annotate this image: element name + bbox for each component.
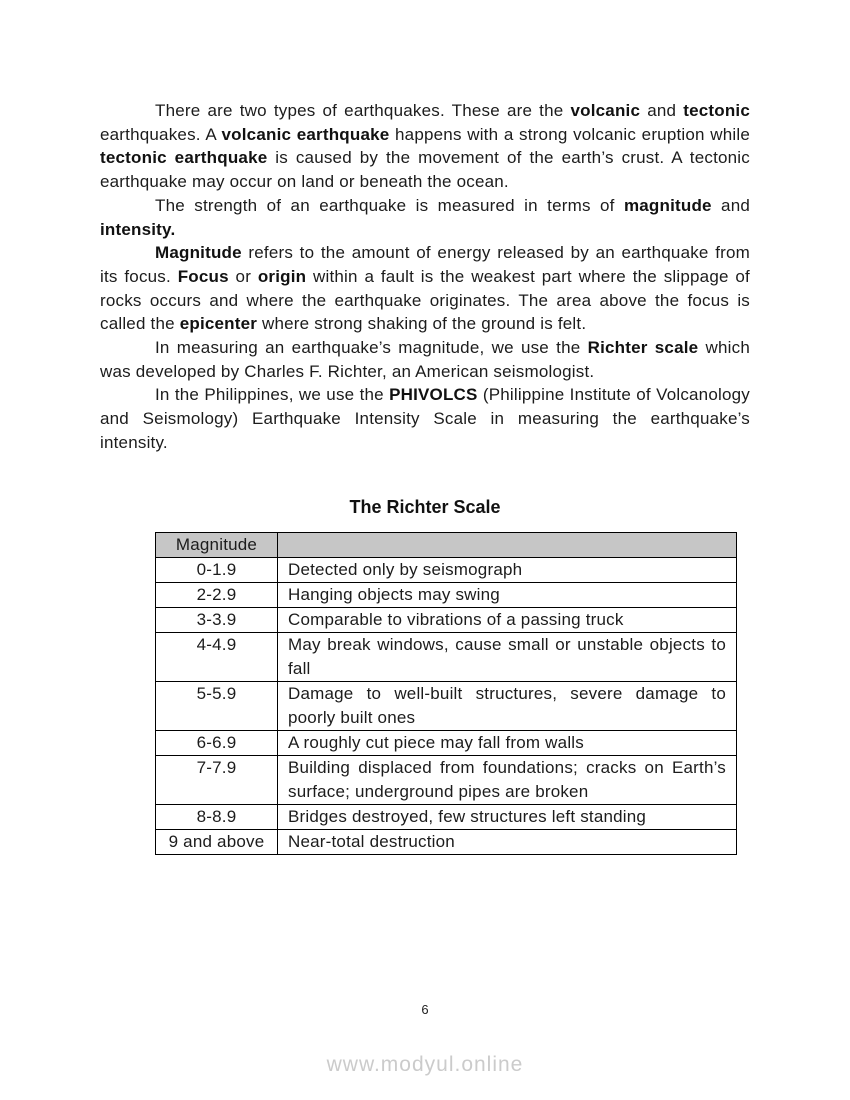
table-title: The Richter Scale — [349, 496, 501, 517]
magnitude-cell: 2-2.9 — [156, 582, 278, 607]
text-run: is caused by the movement of the earth’s crust. A tectonic earthquake may occur on land or beneath the ocean. — [100, 148, 750, 192]
description-cell: Bridges destroyed, few structures left standing — [278, 804, 737, 829]
magnitude-cell: 9 and above — [156, 829, 278, 854]
bold-text-run: volcanic — [570, 101, 641, 120]
richter-table-body — [156, 557, 737, 854]
magnitude-cell: 7-7.9 — [156, 755, 278, 804]
description-cell: Near-total destruction — [278, 829, 737, 854]
description-column-header — [278, 532, 737, 557]
text-run: earthquakes. A — [100, 124, 222, 144]
table-row — [156, 804, 737, 829]
bold-text-run: tectonic earthquake — [100, 148, 268, 168]
magnitude-cell: 3-3.9 — [156, 607, 278, 632]
bold-text-run: origin — [257, 266, 307, 286]
table-row — [156, 582, 737, 607]
bold-text-run: magnitude — [623, 195, 712, 215]
description-cell: Building displaced from foundations; cracks on Earth’s surface; underground pipes are broken — [278, 755, 737, 804]
bold-text-run: intensity. — [100, 219, 176, 239]
table-row — [156, 829, 737, 854]
magnitude-cell: 8-8.9 — [156, 804, 278, 829]
table-row — [156, 755, 737, 804]
text-run: where strong shaking of the ground is felt. — [257, 314, 587, 334]
description-cell: May break windows, cause small or unstable objects to fall — [278, 632, 737, 681]
body-paragraph — [100, 241, 750, 336]
bold-text-run: epicenter — [179, 314, 258, 334]
table-row — [156, 632, 737, 681]
body-paragraph — [100, 99, 750, 194]
body-paragraph — [100, 336, 750, 383]
watermark-text: www.modyul.online — [326, 1053, 524, 1076]
text-run: happens with a strong volcanic eruption while — [389, 124, 751, 144]
richter-scale-section — [100, 497, 750, 855]
table-row — [156, 730, 737, 755]
body-paragraph — [100, 194, 750, 241]
table-header-row — [156, 532, 737, 557]
text-run: In measuring an earthquake’s magnitude, we use the — [155, 338, 588, 358]
description-cell: Detected only by seismograph — [278, 557, 737, 582]
text-run: (Philippine Institute of Volcanology and Seismology) Earthquake Intensity Scale in measuring the earthquake’s intensity. — [100, 385, 750, 452]
bold-text-run: Focus — [177, 266, 229, 286]
description-cell: Damage to well-built structures, severe damage to poorly built ones — [278, 681, 737, 730]
description-cell: Hanging objects may swing — [278, 582, 737, 607]
text-run: and — [640, 101, 684, 120]
table-row — [156, 681, 737, 730]
magnitude-column-header: Magnitude — [156, 532, 278, 557]
table-row — [156, 557, 737, 582]
richter-scale-table — [155, 532, 737, 855]
description-cell: A roughly cut piece may fall from walls — [278, 730, 737, 755]
text-run: refers to the amount of energy released by an earthquake from its focus. — [100, 243, 750, 286]
text-run: which was developed by Charles F. Richter, an American seismologist. — [100, 338, 750, 381]
page-content — [100, 99, 750, 855]
magnitude-cell: 6-6.9 — [156, 730, 278, 755]
text-run: or — [228, 266, 258, 286]
bold-text-run: PHIVOLCS — [389, 385, 478, 405]
paragraphs — [100, 99, 750, 455]
bold-text-run: tectonic — [683, 101, 751, 120]
magnitude-cell: 4-4.9 — [156, 632, 278, 681]
text-run: In the Philippines, we use the — [155, 385, 390, 405]
bold-text-run: Magnitude — [155, 243, 242, 263]
description-cell: Comparable to vibrations of a passing truck — [278, 607, 737, 632]
text-run: There are two types of earthquakes. These are the — [155, 101, 571, 120]
text-run: and — [711, 195, 750, 215]
text-run: The strength of an earthquake is measured in terms of — [155, 195, 624, 215]
text-run: within a fault is the weakest part where the slippage of rocks occurs and where the earthquake originates. The area above the focus is called the — [100, 266, 750, 334]
bold-text-run: Richter scale — [587, 338, 699, 358]
magnitude-cell: 0-1.9 — [156, 557, 278, 582]
table-row — [156, 607, 737, 632]
body-paragraph — [100, 383, 750, 454]
page-number: 6 — [421, 1002, 429, 1017]
bold-text-run: volcanic earthquake — [221, 124, 390, 144]
magnitude-cell: 5-5.9 — [156, 681, 278, 730]
